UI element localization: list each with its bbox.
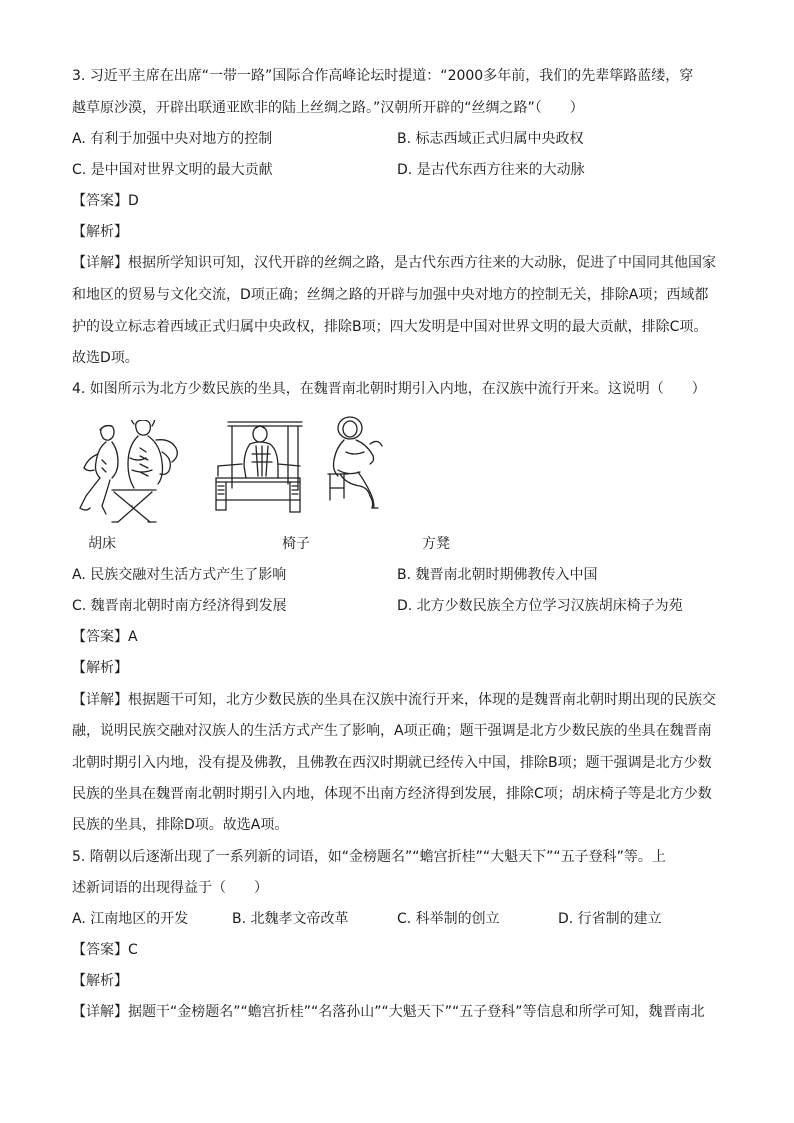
q5-option-a: A. 江南地区的开发 bbox=[72, 911, 189, 927]
q5-option-c: C. 科举制的创立 bbox=[397, 911, 500, 927]
q3-answer: 【答案】D bbox=[72, 193, 139, 209]
q3-option-a: A. 有利于加强中央对地方的控制 bbox=[72, 131, 273, 147]
q5-detail-line1: 【详解】据题干“金榜题名”“蟾宫折桂”“名落孙山”“大魁天下”“五子登科”等信息和所学可知，魏晋南北 bbox=[72, 1004, 705, 1020]
q3-stem-line1: 3. 习近平主席在出席“一带一路”国际合作高峰论坛时提道：“2000多年前，我们的先辈筚路蓝缕，穿 bbox=[72, 68, 694, 84]
q4-stem-line1: 4. 如图所示为北方少数民族的坐具，在魏晋南北朝时期引入内地，在汉族中流行开来。这说明（ ） bbox=[72, 381, 706, 397]
q5-option-b: B. 北魏孝文帝改革 bbox=[232, 911, 349, 927]
caption-hu-chuang: 胡床 bbox=[88, 536, 116, 552]
q3-detail-line1: 【详解】根据所学知识可知，汉代开辟的丝绸之路，是古代东西方往来的大动脉，促进了中国同其他国家 bbox=[72, 255, 716, 271]
q3-detail-line2: 和地区的贸易与文化交流，D项正确；丝绸之路的开辟与加强中央对地方的控制无关，排除A项；西域都 bbox=[72, 287, 709, 303]
q5-option-d: D. 行省制的建立 bbox=[558, 911, 662, 927]
q4-detail-line5: 民族的坐具，排除D项。故选A项。 bbox=[72, 817, 289, 833]
q4-option-a: A. 民族交融对生活方式产生了影响 bbox=[72, 567, 287, 583]
q5-answer: 【答案】C bbox=[72, 942, 138, 958]
q5-stem-line1: 5. 隋朝以后逐渐出现了一系列新的词语，如“金榜题名”“蟾宫折桂”“大魁天下”“五子登科”等。上 bbox=[72, 849, 666, 865]
q5-analysis-label: 【解析】 bbox=[72, 973, 128, 989]
q4-detail-line4: 民族的坐具在魏晋南北朝时期引入内地，体现不出南方经济得到发展，排除C项；胡床椅子等是北方少数 bbox=[72, 786, 712, 802]
q3-option-b: B. 标志西域正式归属中央政权 bbox=[397, 131, 584, 147]
q3-analysis-label: 【解析】 bbox=[72, 224, 128, 240]
q4-detail-line2: 融，说明民族交融对汉族人的生活方式产生了影响，A项正确；题干强调是北方少数民族的坐具在魏晋南 bbox=[72, 723, 712, 739]
q3-detail-line4: 故选D项。 bbox=[72, 350, 139, 366]
q4-option-d: D. 北方少数民族全方位学习汉族胡床椅子为苑 bbox=[397, 598, 683, 614]
q3-detail-line3: 护的设立标志着西域正式归属中央政权，排除B项；四大发明是中国对世界文明的最大贡献，排除C项。 bbox=[72, 319, 708, 335]
q4-answer: 【答案】A bbox=[72, 629, 138, 645]
q3-option-d: D. 是古代东西方往来的大动脉 bbox=[397, 162, 585, 178]
hu-chuang-illustration bbox=[72, 420, 180, 524]
q4-option-b: B. 魏晋南北朝时期佛教传入中国 bbox=[397, 567, 598, 583]
q4-detail-line1: 【详解】根据题干可知，北方少数民族的坐具在汉族中流行开来，体现的是魏晋南北朝时期出现的民族交 bbox=[72, 692, 716, 708]
q4-option-c: C. 魏晋南北朝时南方经济得到发展 bbox=[72, 598, 287, 614]
square-stool-illustration bbox=[322, 416, 384, 514]
caption-yi-zi: 椅子 bbox=[282, 536, 310, 552]
q3-stem-line2: 越草原沙漠，开辟出联通亚欧非的陆上丝绸之路。”汉朝所开辟的“丝绸之路”（ ） bbox=[72, 100, 584, 116]
q4-detail-line3: 北朝时期引入内地，没有提及佛教，且佛教在西汉时期就已经传入中国，排除B项；题干强调是北方少数 bbox=[72, 755, 712, 771]
caption-fang-deng: 方凳 bbox=[422, 536, 450, 552]
q5-stem-line2: 述新词语的出现得益于（ ） bbox=[72, 880, 268, 896]
q3-option-c: C. 是中国对世界文明的最大贡献 bbox=[72, 162, 273, 178]
chair-illustration bbox=[212, 414, 306, 518]
q4-analysis-label: 【解析】 bbox=[72, 660, 128, 676]
